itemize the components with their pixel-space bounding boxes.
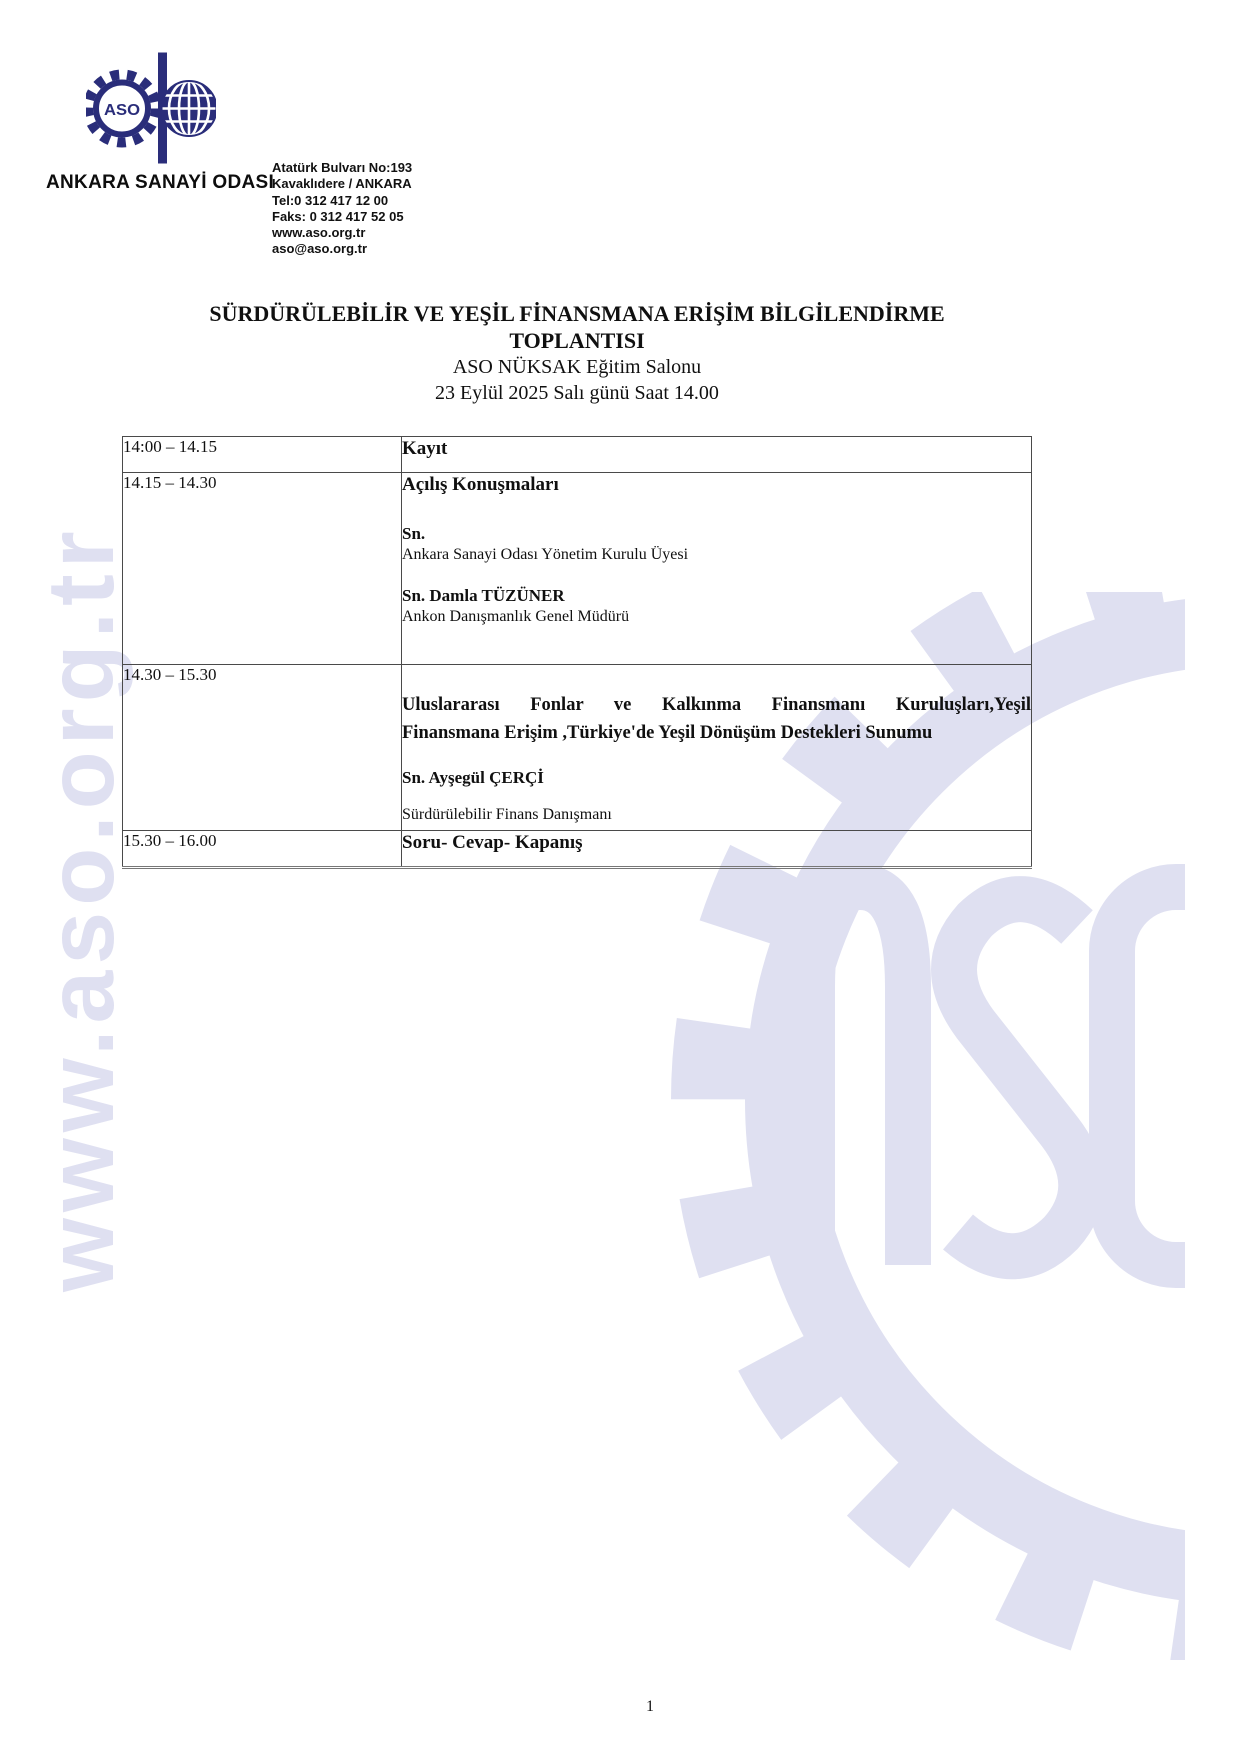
speaker-role: Ankara Sanayi Odası Yönetim Kurulu Üyesi bbox=[402, 546, 689, 563]
session-cell bbox=[402, 831, 1032, 868]
speaker-name: Sn. Damla TÜZÜNER bbox=[402, 586, 565, 605]
side-watermark-text: www.aso.org.tr bbox=[28, 525, 134, 1292]
session-title: Açılış Konuşmaları bbox=[402, 474, 559, 495]
time-cell: 14.30 – 15.30 bbox=[123, 665, 402, 831]
session-cell bbox=[402, 665, 1032, 831]
contact-block bbox=[272, 160, 412, 258]
title-block bbox=[122, 300, 1032, 406]
time-cell: 15.30 – 16.00 bbox=[123, 831, 402, 868]
page-number: 1 bbox=[646, 1698, 654, 1715]
session-title: Kayıt bbox=[402, 438, 448, 459]
page-title-line1: SÜRDÜRÜLEBİLİR VE YEŞİL FİNANSMANA ERİŞİM BİLGİLENDİRME bbox=[209, 301, 945, 326]
page-title-line2: TOPLANTISI bbox=[509, 328, 645, 353]
session-title: Soru- Cevap- Kapanış bbox=[402, 832, 583, 853]
date-time: 23 Eylül 2025 Salı günü Saat 14.00 bbox=[435, 382, 719, 404]
speaker-name: Sn. Ayşegül ÇERÇİ bbox=[402, 768, 544, 787]
agenda-table bbox=[122, 436, 1032, 869]
table-row bbox=[123, 831, 1032, 868]
venue: ASO NÜKSAK Eğitim Salonu bbox=[452, 356, 702, 378]
logo-letters: ASO bbox=[104, 102, 140, 119]
session-cell bbox=[402, 437, 1032, 473]
contact-line-address: Atatürk Bulvarı No:193 bbox=[272, 160, 413, 175]
session-cell bbox=[402, 473, 1032, 665]
session-title-line2: Finansmana Erişim ,Türkiye'de Yeşil Dönüşüm Destekleri Sunumu bbox=[402, 723, 933, 743]
session-title-line1: Uluslararası Fonlar ve Kalkınma Finansmanı Kuruluşları,Yeşil bbox=[402, 695, 1031, 715]
table-row bbox=[123, 665, 1032, 831]
contact-line-phone: Tel:0 312 417 12 00 bbox=[272, 192, 389, 208]
time-cell: 14.15 – 14.30 bbox=[123, 473, 402, 665]
table-row bbox=[123, 473, 1032, 665]
globe-icon bbox=[162, 81, 217, 136]
aso-logo-icon bbox=[86, 50, 216, 166]
speaker-role: Ankon Danışmanlık Genel Müdürü bbox=[402, 608, 630, 625]
gear-icon bbox=[88, 75, 156, 143]
contact-line-email: aso@aso.org.tr bbox=[272, 241, 368, 257]
contact-line-city: Kavaklıdere / ANKARA bbox=[272, 176, 412, 192]
speaker-name: Sn. bbox=[402, 524, 426, 543]
contact-line-fax: Faks: 0 312 417 52 05 bbox=[272, 208, 404, 224]
time-cell: 14:00 – 14.15 bbox=[123, 437, 402, 473]
org-name: ANKARA SANAYİ ODASI bbox=[46, 172, 275, 193]
contact-line-website: www.aso.org.tr bbox=[272, 225, 366, 241]
aso-watermark-letters bbox=[812, 887, 1185, 1265]
speaker-role: Sürdürülebilir Finans Danışmanı bbox=[402, 806, 612, 823]
table-row bbox=[123, 437, 1032, 473]
